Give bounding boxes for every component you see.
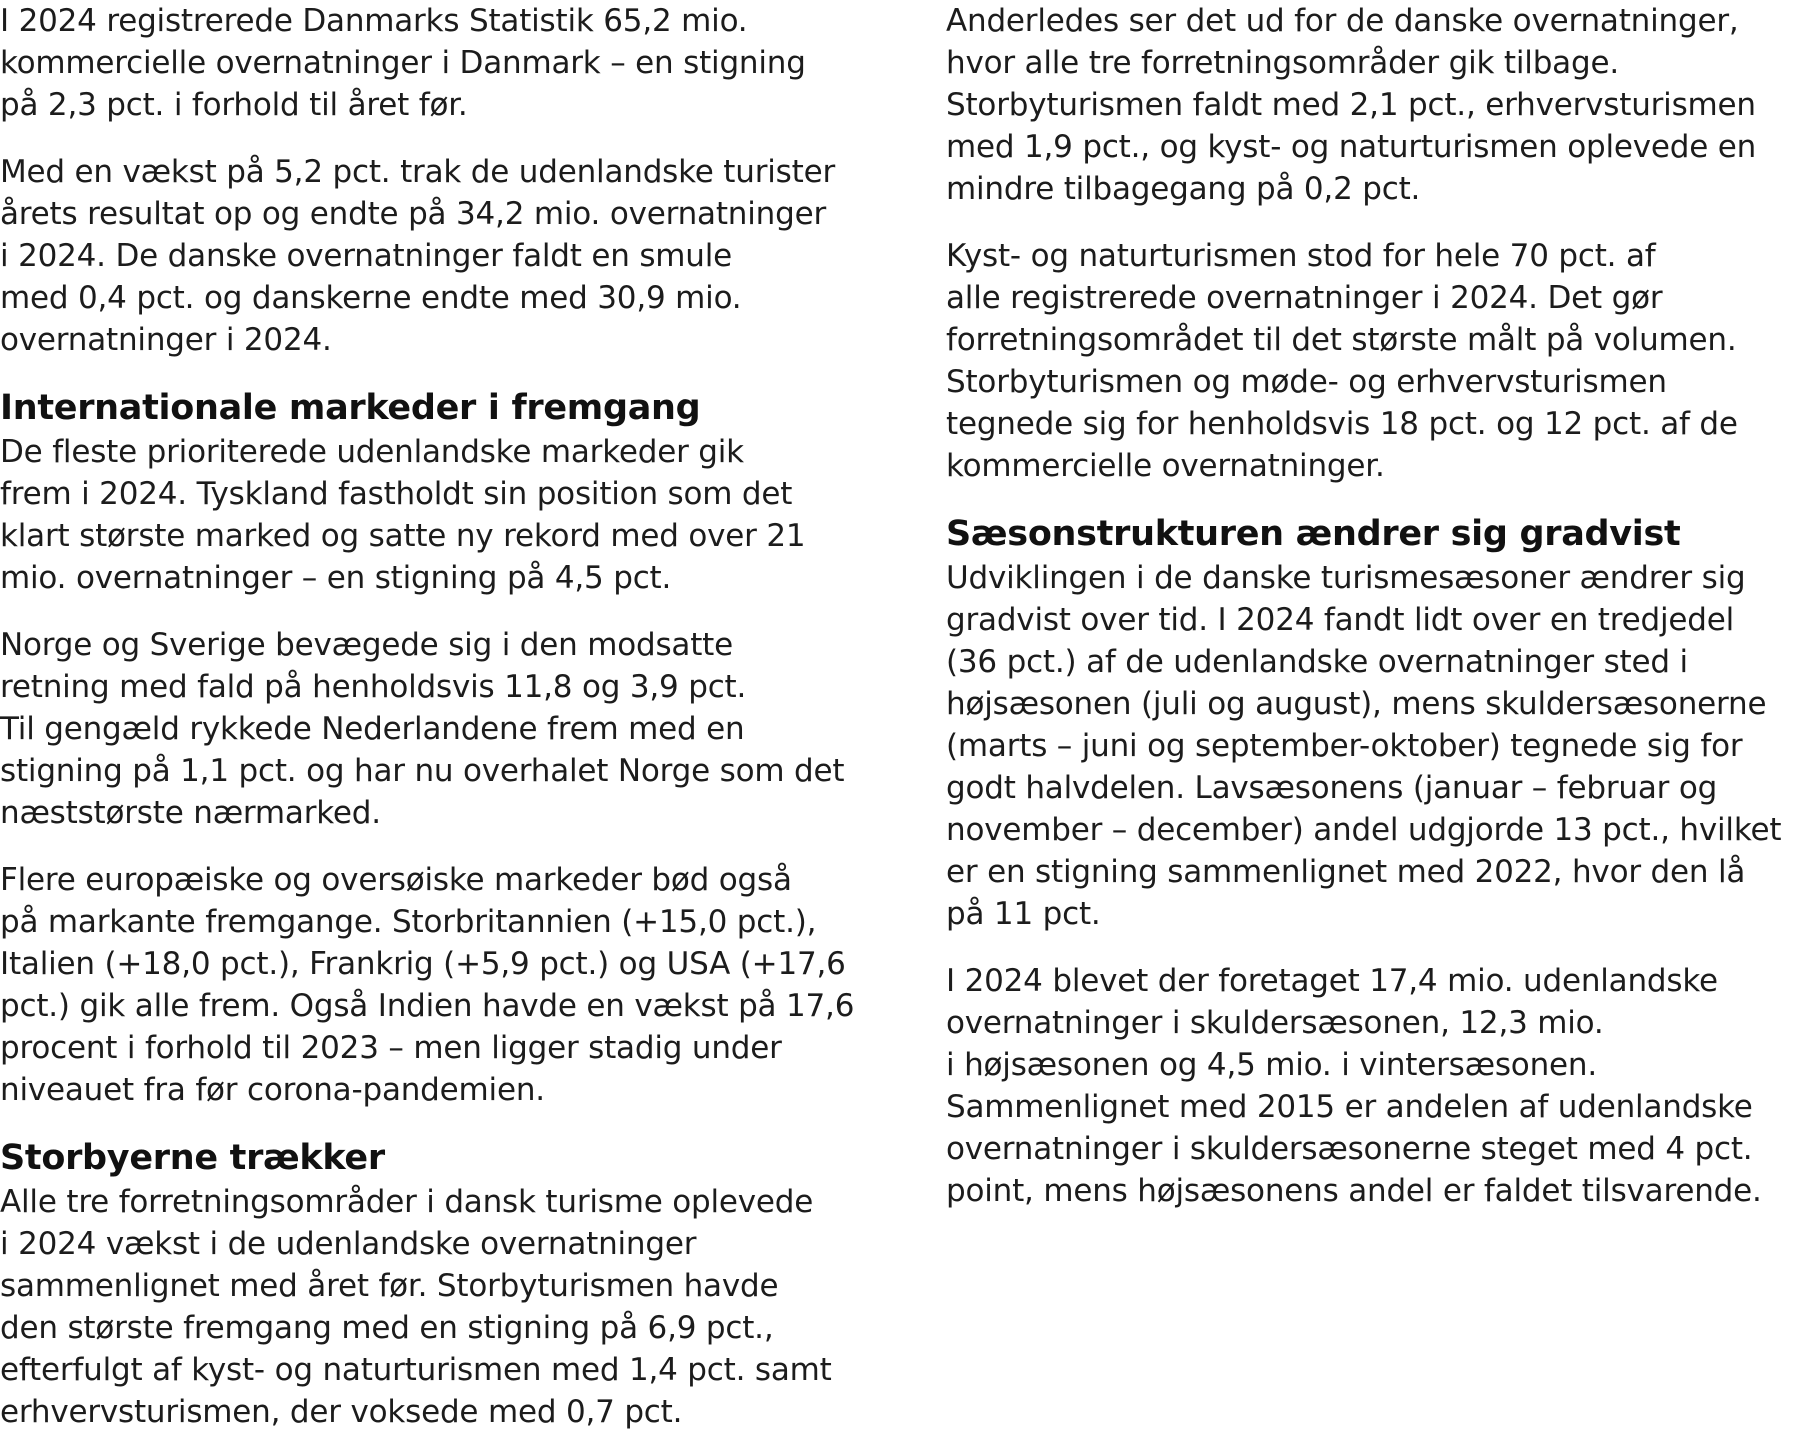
text-line: erhvervsturismen, der voksede med 0,7 pct. [0,1394,683,1430]
text-line: frem i 2024. Tyskland fastholdt sin position som det [0,476,793,512]
paragraph [0,151,880,361]
text-line: Med en vækst på 5,2 pct. trak de udenlandske turister [0,154,835,190]
text-line: næststørste nærmarked. [0,795,381,831]
text-line: pct.) gik alle frem. Også Indien havde en vækst på 17,6 [0,988,855,1024]
text-line: (36 pct.) af de udenlandske overnatninger sted i [946,644,1688,680]
paragraph [0,431,880,599]
left-column [0,0,880,1433]
text-line: med 1,9 pct., og kyst- og naturturismen oplevede en [946,129,1757,165]
text-line: klart største marked og satte ny rekord med over 21 [0,518,806,554]
text-line: (marts – juni og september-oktober) tegnede sig for [946,728,1743,764]
text-line: godt halvdelen. Lavsæsonens (januar – februar og [946,770,1718,806]
paragraph [0,859,880,1111]
text-line: november – december) andel udgjorde 13 pct., hvilket [946,812,1782,848]
paragraph [946,960,1807,1212]
text-line: De fleste prioriterede udenlandske markeder gik [0,434,744,470]
text-line: tegnede sig for henholdsvis 18 pct. og 12 pct. af de [946,406,1738,442]
text-line: Sammenlignet med 2015 er andelen af udenlandske [946,1089,1753,1125]
text-line: gradvist over tid. I 2024 fandt lidt over en tredjedel [946,602,1735,638]
text-line: overnatninger i skuldersæsonerne steget med 4 pct. [946,1131,1753,1167]
text-line: den største fremgang med en stigning på 6,9 pct., [0,1310,774,1346]
paragraph [0,0,880,126]
paragraph [946,235,1807,487]
text-line: Norge og Sverige bevægede sig i den modsatte [0,627,733,663]
text-line: efterfulgt af kyst- og naturturismen med 1,4 pct. samt [0,1352,832,1388]
text-line: på 2,3 pct. i forhold til året før. [0,87,468,123]
text-line: årets resultat op og endte på 34,2 mio. overnatninger [0,196,827,232]
text-line: med 0,4 pct. og danskerne endte med 30,9 mio. [0,280,742,316]
paragraph [946,0,1807,210]
text-line: point, mens højsæsonens andel er faldet tilsvarende. [946,1173,1762,1209]
text-line: Til gengæld rykkede Nederlandene frem med en [0,711,745,747]
text-line: i 2024. De danske overnatninger faldt en smule [0,238,733,274]
section-heading: Sæsonstrukturen ændrer sig gradvist [946,514,1681,554]
text-line: kommercielle overnatninger. [946,448,1385,484]
text-line: kommercielle overnatninger i Danmark – en stigning [0,45,806,81]
text-line: Anderledes ser det ud for de danske overnatninger, [946,3,1739,39]
text-line: er en stigning sammenlignet med 2022, hvor den lå [946,854,1746,890]
section-heading: Internationale markeder i fremgang [0,388,701,428]
text-line: mindre tilbagegang på 0,2 pct. [946,171,1421,207]
text-line: alle registrerede overnatninger i 2024. Det gør [946,280,1663,316]
text-line: retning med fald på henholdsvis 11,8 og 3,9 pct. [0,669,747,705]
text-line: Kyst- og naturturismen stod for hele 70 pct. af [946,238,1656,274]
text-line: Udviklingen i de danske turismesæsoner ændrer sig [946,560,1746,596]
text-line: I 2024 registrerede Danmarks Statistik 65,2 mio. [0,3,748,39]
text-line: Alle tre forretningsområder i dansk turisme oplevede [0,1184,814,1220]
text-line: overnatninger i skuldersæsonen, 12,3 mio. [946,1005,1604,1041]
text-line: Italien (+18,0 pct.), Frankrig (+5,9 pct.) og USA (+17,6 [0,946,846,982]
text-line: højsæsonen (juli og august), mens skuldersæsonerne [946,686,1767,722]
text-line: på 11 pct. [946,896,1101,932]
text-line: I 2024 blevet der foretaget 17,4 mio. udenlandske [946,963,1718,999]
paragraph [946,557,1807,935]
paragraph [0,624,880,834]
text-line: niveauet fra før corona-pandemien. [0,1072,545,1108]
text-line: på markante fremgange. Storbritannien (+15,0 pct.), [0,904,817,940]
right-column [946,0,1807,1212]
text-line: forretningsområdet til det største målt på volumen. [946,322,1737,358]
text-line: mio. overnatninger – en stigning på 4,5 pct. [0,560,672,596]
text-line: stigning på 1,1 pct. og har nu overhalet Norge som det [0,753,845,789]
text-line: Storbyturismen faldt med 2,1 pct., erhvervsturismen [946,87,1756,123]
text-line: procent i forhold til 2023 – men ligger stadig under [0,1030,782,1066]
text-line: overnatninger i 2024. [0,322,332,358]
text-line: sammenlignet med året før. Storbyturismen havde [0,1268,779,1304]
text-line: i højsæsonen og 4,5 mio. i vintersæsonen. [946,1047,1597,1083]
paragraph [0,1181,880,1433]
section-heading: Storbyerne trækker [0,1138,385,1178]
text-line: i 2024 vækst i de udenlandske overnatninger [0,1226,697,1262]
text-line: hvor alle tre forretningsområder gik tilbage. [946,45,1619,81]
text-line: Flere europæiske og oversøiske markeder bød også [0,862,792,898]
text-line: Storbyturismen og møde- og erhvervsturismen [946,364,1667,400]
